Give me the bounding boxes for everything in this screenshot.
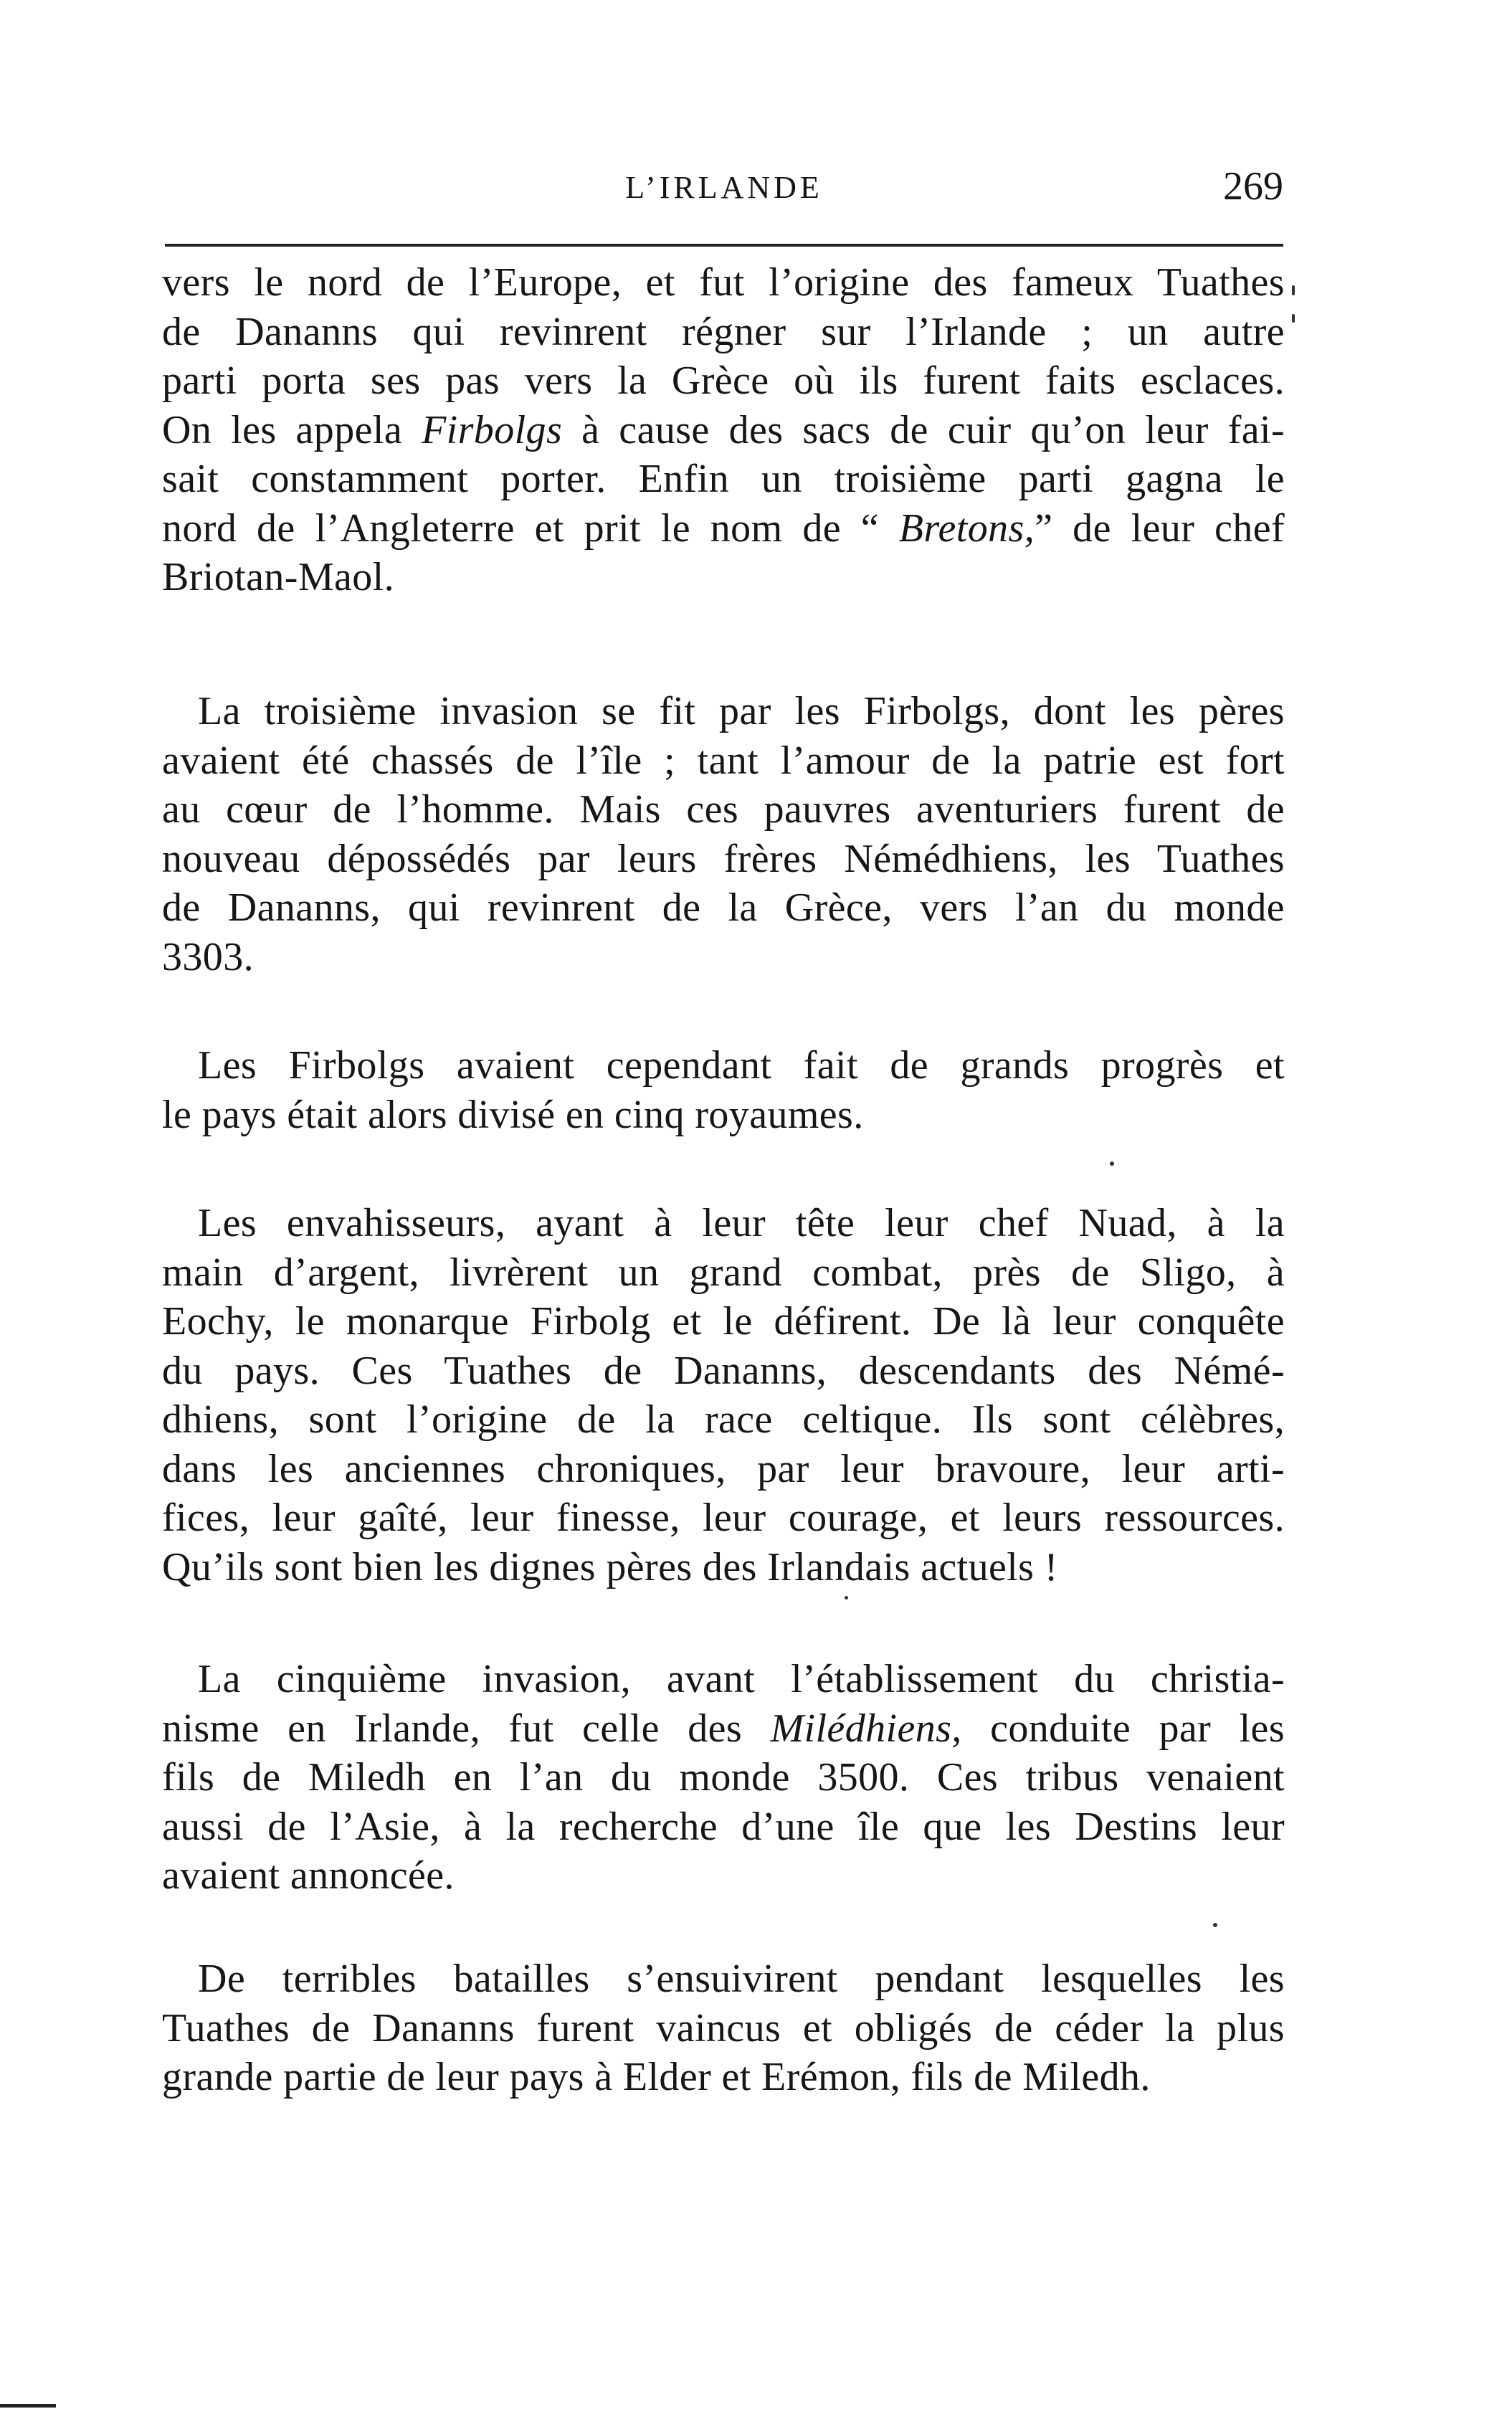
text-line: le pays était alors divisé en cinq royaumes. (162, 1092, 864, 1137)
paragraph-6 (162, 1954, 1285, 2102)
text-line: La troisième invasion se fit par les Firbolgs, dont les pères (198, 689, 1285, 733)
text-line: au cœur de l’homme. Mais ces pauvres aventuriers furent de (162, 787, 1285, 832)
text-line: avaient été chassés de l’île ; tant l’amour de la patrie est fort (162, 738, 1285, 783)
paragraph-3 (162, 1041, 1285, 1139)
header-rule (165, 244, 1283, 247)
text-line: avaient annoncée. (162, 1853, 455, 1898)
italic-term-miledhiens: Milédhiens, (770, 1706, 962, 1751)
text-line: fices, leur gaîté, leur finesse, leur courage, et leurs ressources. (162, 1496, 1285, 1540)
text-fragment: ” de leur chef (1035, 505, 1285, 551)
paragraph-2 (162, 687, 1285, 982)
text-line: Les Firbolgs avaient cependant fait de grands progrès et (198, 1043, 1285, 1088)
scan-speck (1292, 285, 1295, 295)
text-line (162, 504, 1285, 553)
text-line: De terribles batailles s’ensuivirent pendant lesquelles les (198, 1957, 1285, 2001)
scan-speck (1213, 1923, 1217, 1927)
text-line: de Dananns qui revinrent régner sur l’Irlande ; un autre (162, 309, 1285, 354)
text-fragment: conduite par les (961, 1706, 1285, 1751)
edge-mark (0, 2404, 56, 2408)
paragraph-4 (162, 1199, 1285, 1592)
text-line: du pays. Ces Tuathes de Dananns, descendants des Némé- (162, 1348, 1285, 1393)
text-line: vers le nord de l’Europe, et fut l’origine des fameux Tuathes (162, 260, 1285, 305)
text-line: 3303. (162, 934, 254, 979)
running-head (165, 163, 1283, 214)
text-line (162, 406, 1285, 455)
text-line: dans les anciennes chroniques, par leur bravoure, leur arti- (162, 1446, 1285, 1491)
text-fragment: nisme en Irlande, fut celle des (162, 1706, 771, 1751)
text-line: Briotan-Maol. (162, 555, 395, 599)
page-number: 269 (1223, 164, 1283, 209)
italic-term-firbolgs: Firbolgs (422, 407, 563, 452)
text-line: Tuathes de Dananns furent vaincus et obligés de céder la plus (162, 2005, 1285, 2050)
text-line: dhiens, sont l’origine de la race celtique. Ils sont célèbres, (162, 1397, 1285, 1442)
running-title: L’IRLANDE (625, 170, 823, 205)
paragraph-5 (162, 1655, 1285, 1901)
text-line: parti porta ses pas vers la Grèce où ils furent faits esclaces. (162, 358, 1285, 403)
scan-speck (1110, 1161, 1114, 1166)
text-line: grande partie de leur pays à Elder et Erémon, fils de Miledh. (162, 2055, 1151, 2099)
paragraph-1 (162, 258, 1285, 602)
text-line (162, 1704, 1285, 1754)
scan-speck (845, 1596, 848, 1600)
text-line: sait constamment porter. Enfin un troisième parti gagna le (162, 457, 1285, 501)
text-line: La cinquième invasion, avant l’établissement du christia- (198, 1657, 1285, 1701)
text-line: aussi de l’Asie, à la recherche d’une île que les Destins leur (162, 1804, 1285, 1849)
text-line: fils de Miledh en l’an du monde 3500. Ces tribus venaient (162, 1755, 1285, 1800)
text-line: de Dananns, qui revinrent de la Grèce, vers l’an du monde (162, 885, 1285, 930)
text-fragment: à cause des sacs de cuir qu’on leur fai- (562, 407, 1285, 452)
text-fragment: On les appela (162, 407, 422, 452)
text-line: Eochy, le monarque Firbolg et le défirent. De là leur conquête (162, 1299, 1285, 1344)
text-line: Les envahisseurs, ayant à leur tête leur chef Nuad, à la (198, 1201, 1285, 1245)
text-line: main d’argent, livrèrent un grand combat, près de Sligo, à (162, 1250, 1285, 1295)
text-line: nouveau dépossédés par leurs frères Némédhiens, les Tuathes (162, 836, 1285, 881)
scan-speck (1292, 314, 1295, 323)
text-fragment: nord de l’Angleterre et prit le nom de “ (162, 505, 899, 551)
text-line: Qu’ils sont bien les dignes pères des Irlandais actuels ! (162, 1544, 1058, 1589)
italic-term-bretons: Bretons, (898, 505, 1035, 551)
